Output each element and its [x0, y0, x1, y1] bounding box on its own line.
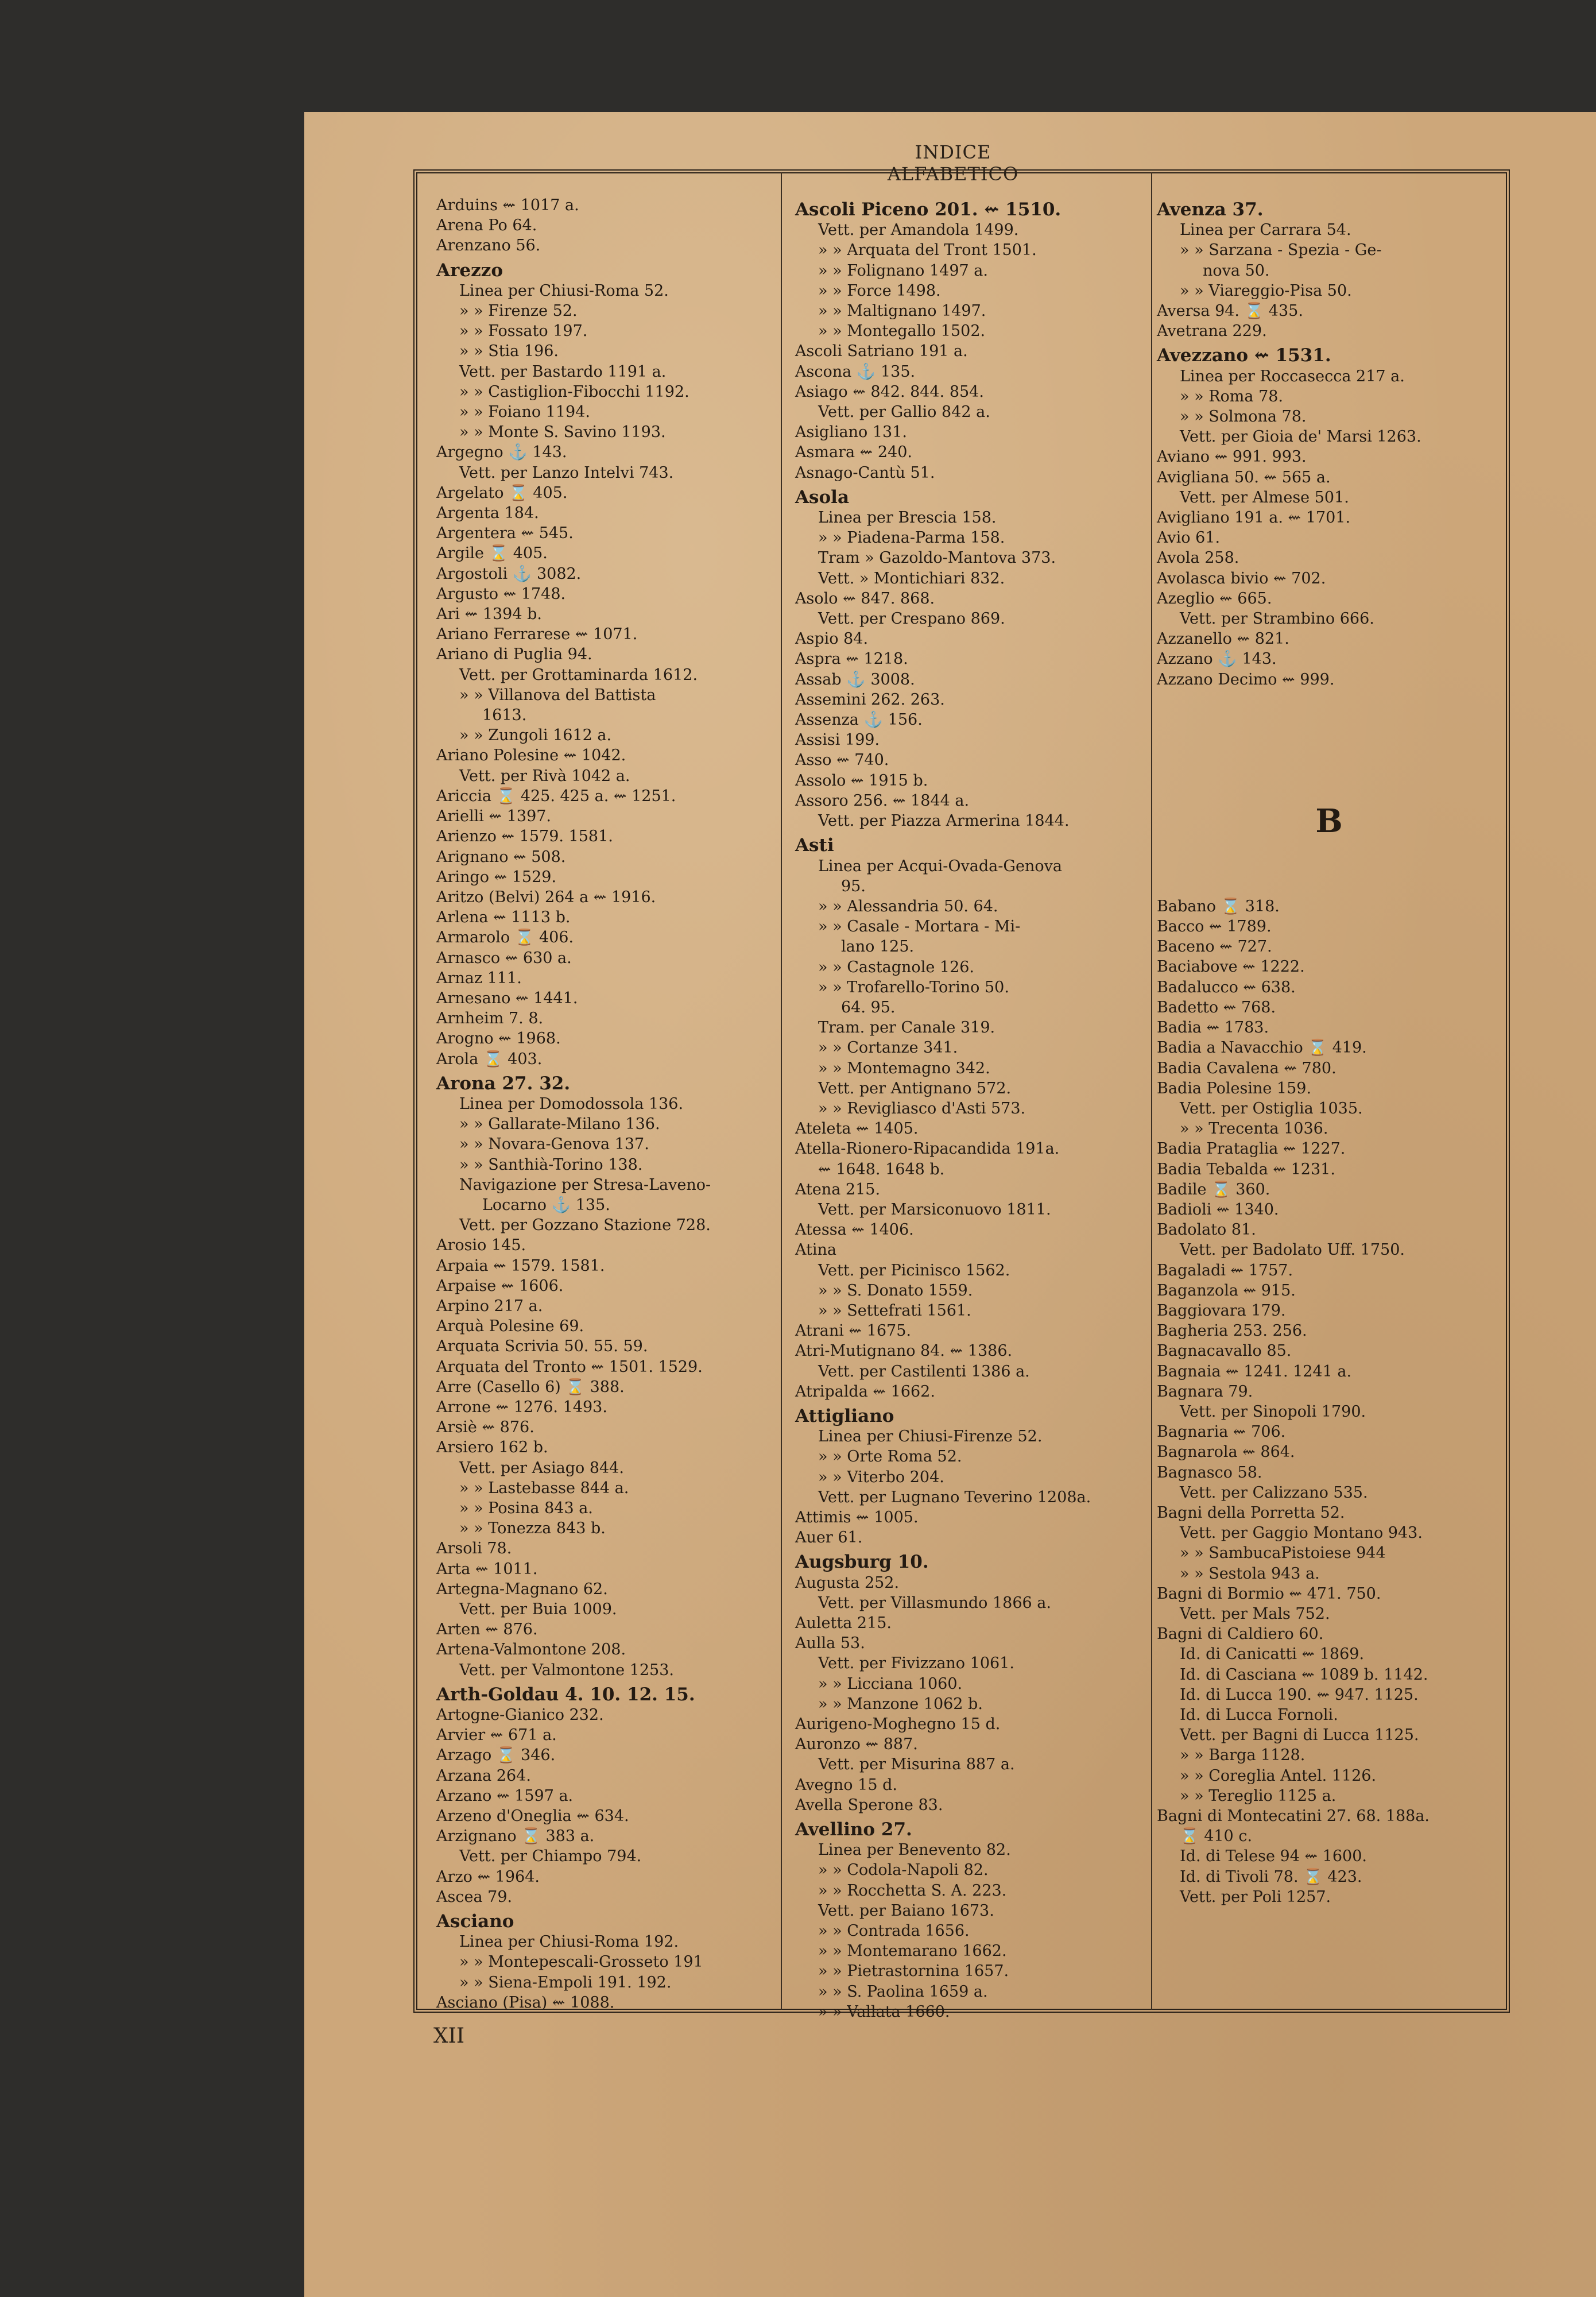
index-heading: Asciano [436, 1911, 514, 1932]
index-entry: Aspio 84. [795, 630, 869, 648]
index-entry: Linea per Acqui-Ovada-Genova [818, 857, 1062, 875]
index-entry: » » Montemagno 342. [818, 1059, 990, 1077]
index-entry: Atena 215. [795, 1180, 881, 1198]
index-entry: Auronzo ⇜ 887. [795, 1735, 918, 1754]
index-entry: Vett. per Badolato Uff. 1750. [1180, 1241, 1405, 1259]
index-heading: Augsburg 10. [795, 1552, 929, 1573]
index-entry: » » Montemarano 1662. [818, 1942, 1007, 1960]
index-entry: » » Casale - Mortara - Mi- [818, 918, 1021, 936]
index-entry: Argusto ⇜ 1748. [436, 585, 566, 603]
index-entry: Vett. per Mals 752. [1180, 1604, 1330, 1623]
index-entry: » » Firenze 52. [459, 302, 578, 320]
index-entry: Assenza ⚓ 156. [795, 711, 923, 729]
index-entry: Vett. per Gioia de' Marsi 1263. [1180, 428, 1421, 446]
index-entry: Assisi 199. [795, 731, 880, 749]
index-heading: Asola [795, 486, 850, 508]
index-entry: Avella Sperone 83. [795, 1796, 943, 1814]
index-entry: » » Fossato 197. [459, 322, 588, 341]
index-entry: Linea per Chiusi-Roma 192. [459, 1933, 679, 1951]
index-entry: Vett. per Marsiconuovo 1811. [818, 1200, 1051, 1219]
index-entry: Baciabove ⇜ 1222. [1157, 958, 1305, 976]
index-entry: Arena Po 64. [436, 216, 537, 235]
index-entry: Arta ⇜ 1011. [436, 1560, 538, 1578]
index-entry: Ariano di Puglia 94. [436, 645, 592, 664]
index-entry: » » Maltignano 1497. [818, 302, 986, 320]
index-entry: » » Viareggio-Pisa 50. [1180, 281, 1352, 300]
index-entry: Augusta 252. [795, 1573, 900, 1592]
index-heading: Arona 27. 32. [436, 1073, 571, 1094]
index-entry: Vett. per Almese 501. [1180, 488, 1349, 506]
index-entry: Linea per Roccasecca 217 a. [1180, 367, 1405, 385]
index-entry: Arzano ⇜ 1597 a. [436, 1786, 574, 1805]
index-entry: Arogno ⇜ 1968. [436, 1030, 561, 1048]
index-entry: » » Siena-Empoli 191. 192. [459, 1973, 672, 1991]
index-heading: Avenza 37. [1157, 199, 1264, 220]
index-entry: Arenzano 56. [436, 237, 541, 255]
index-entry: Asolo ⇜ 847. 868. [795, 589, 935, 608]
index-entry: Vett. per Rivà 1042 a. [459, 767, 630, 785]
index-entry: » » Arquata del Tront 1501. [818, 241, 1037, 260]
index-entry: Id. di Lucca Fornoli. [1180, 1706, 1338, 1724]
index-entry: Bagni di Montecatini 27. 68. 188a. [1157, 1807, 1430, 1826]
index-entry: » » Revigliasco d'Asti 573. [818, 1099, 1026, 1117]
index-entry: » » SambucaPistoiese 944 [1180, 1544, 1386, 1563]
index-heading: Avellino 27. [795, 1819, 912, 1840]
index-entry: » » Sarzana - Spezia - Ge- [1180, 241, 1382, 260]
index-entry: Vett. per Misurina 887 a. [818, 1755, 1015, 1774]
index-entry: Badalucco ⇜ 638. [1157, 978, 1296, 996]
index-entry: » » Coreglia Antel. 1126. [1180, 1766, 1377, 1785]
index-entry: Vett. per Calizzano 535. [1180, 1483, 1368, 1502]
index-entry: » » Force 1498. [818, 281, 941, 300]
index-entry: Ari ⇜ 1394 b. [436, 605, 542, 624]
index-entry: Vett. per Valmontone 1253. [459, 1661, 674, 1679]
index-entry: Linea per Chiusi-Roma 52. [459, 281, 669, 300]
index-entry: Asciano (Pisa) ⇜ 1088. [436, 1993, 615, 2012]
index-entry: Arnaz 111. [436, 969, 522, 987]
index-heading: Attigliano [795, 1405, 894, 1426]
index-entry: Bagni della Porretta 52. [1157, 1503, 1345, 1522]
index-entry: » » Sestola 943 a. [1180, 1564, 1320, 1583]
index-entry: Vett. per Lugnano Teverino 1208a. [818, 1488, 1091, 1506]
index-entry: Atripalda ⇜ 1662. [795, 1382, 935, 1401]
index-entry: Artegna-Magnano 62. [436, 1580, 608, 1598]
index-entry: Arzago ⌛ 346. [436, 1746, 556, 1765]
index-entry: Linea per Domodossola 136. [459, 1095, 684, 1113]
index-entry: Arnesano ⇜ 1441. [436, 989, 578, 1007]
index-entry: Argenta 184. [436, 504, 539, 523]
index-entry: Aviano ⇜ 991. 993. [1157, 448, 1307, 466]
index-entry: Vett. per Buia 1009. [459, 1600, 617, 1619]
index-entry: Atella-Rionero-Ripacandida 191a. [795, 1140, 1060, 1158]
index-entry: Vett. per Baiano 1673. [818, 1901, 994, 1920]
index-entry: Badia Tebalda ⇜ 1231. [1157, 1160, 1335, 1178]
index-entry: Bagheria 253. 256. [1157, 1322, 1307, 1340]
index-entry: » » Manzone 1062 b. [818, 1695, 983, 1713]
index-entry: Badia Polesine 159. [1157, 1079, 1312, 1097]
index-entry: Arquà Polesine 69. [436, 1317, 584, 1336]
index-entry: Linea per Benevento 82. [818, 1841, 1011, 1859]
index-entry: Arsoli 78. [436, 1540, 512, 1558]
index-entry: Vett. per Amandola 1499. [818, 221, 1019, 239]
index-entry: Vett. per Gozzano Stazione 728. [459, 1216, 711, 1235]
index-entry: Avola 258. [1157, 549, 1239, 567]
index-column-3 [1157, 195, 1501, 1987]
index-entry: Bagnaria ⇜ 706. [1157, 1423, 1286, 1441]
column-rule [781, 172, 782, 2010]
index-entry: » » Contrada 1656. [818, 1922, 970, 1940]
index-entry: Bagaladi ⇜ 1757. [1157, 1261, 1293, 1279]
index-entry: Arzeno d'Oneglia ⇜ 634. [436, 1807, 629, 1826]
index-entry: » » Orte Roma 52. [818, 1448, 962, 1466]
index-entry: Assab ⚓ 3008. [795, 670, 915, 689]
index-entry: » » Viterbo 204. [818, 1468, 944, 1486]
index-entry: Asigliano 131. [795, 423, 907, 442]
index-entry: Argentera ⇜ 545. [436, 524, 574, 543]
index-entry: Vett. per Poli 1257. [1180, 1888, 1331, 1906]
index-entry: Bagni di Bormio ⇜ 471. 750. [1157, 1584, 1381, 1603]
index-entry: Id. di Lucca 190. ⇜ 947. 1125. [1180, 1685, 1419, 1704]
index-entry: Vett. per Chiampo 794. [459, 1847, 642, 1866]
index-entry: ⌛ 410 c. [1180, 1827, 1253, 1846]
index-entry: » » Montegallo 1502. [818, 322, 986, 341]
index-entry: Assolo ⇜ 1915 b. [795, 771, 928, 790]
index-entry: Arten ⇜ 876. [436, 1621, 538, 1639]
index-entry: » » Zungoli 1612 a. [459, 726, 612, 745]
index-entry: Aurigeno-Moghegno 15 d. [795, 1715, 1001, 1734]
index-entry: » » Cortanze 341. [818, 1039, 958, 1057]
index-entry: » » Piadena-Parma 158. [818, 529, 1005, 547]
index-entry: Linea per Carrara 54. [1180, 221, 1351, 239]
index-entry: » » Rocchetta S. A. 223. [818, 1881, 1007, 1900]
index-entry: Arrone ⇜ 1276. 1493. [436, 1398, 607, 1416]
index-entry: » » Villanova del Battista [459, 686, 656, 704]
index-entry: » » Codola-Napoli 82. [818, 1861, 989, 1880]
index-column-1 [436, 195, 781, 2012]
index-entry: » » Castiglion-Fibocchi 1192. [459, 382, 689, 401]
index-entry: Assoro 256. ⇜ 1844 a. [795, 791, 970, 810]
index-entry: Navigazione per Stresa-Laveno- [459, 1175, 711, 1194]
index-entry: Assemini 262. 263. [795, 690, 945, 709]
index-entry: Aversa 94. ⌛ 435. [1157, 302, 1303, 320]
index-entry: Vett. per Asiago 844. [459, 1459, 624, 1477]
index-entry: » » Trofarello-Torino 50. [818, 978, 1009, 996]
index-entry: » » Pietrastornina 1657. [818, 1962, 1009, 1981]
index-entry: » » S. Donato 1559. [818, 1281, 973, 1300]
index-entry: » » S. Paolina 1659 a. [818, 1982, 988, 2001]
index-entry: Arpaise ⇜ 1606. [436, 1277, 564, 1295]
index-entry: Vett. per Bastardo 1191 a. [459, 362, 667, 381]
index-entry: Arsiè ⇜ 876. [436, 1418, 534, 1437]
index-entry: Vett. per Gallio 842 a. [818, 403, 990, 421]
index-entry: Vett. per Piazza Armerina 1844. [818, 812, 1070, 830]
index-entry: Vett. » Montichiari 832. [818, 569, 1005, 587]
index-entry: Vett. per Crespano 869. [818, 610, 1005, 628]
index-entry: Aspra ⇜ 1218. [795, 650, 908, 668]
index-entry: Avegno 15 d. [795, 1776, 897, 1794]
index-entry: Arquata Scrivia 50. 55. 59. [436, 1337, 648, 1356]
section-letter: B [1315, 802, 1343, 841]
index-heading: Avezzano ⇜ 1531. [1157, 345, 1331, 366]
index-entry: Azzano Decimo ⇜ 999. [1157, 670, 1335, 689]
page-number: XII [433, 2024, 465, 2048]
index-column-2 [795, 195, 1140, 2021]
index-entry: » » Solmona 78. [1180, 408, 1307, 426]
index-entry: Arielli ⇜ 1397. [436, 807, 552, 826]
index-entry: Badioli ⇜ 1340. [1157, 1200, 1279, 1219]
index-entry: Vett. per Bagni di Lucca 1125. [1180, 1726, 1419, 1745]
index-entry: Id. di Casciana ⇜ 1089 b. 1142. [1180, 1665, 1428, 1684]
index-entry: Attimis ⇜ 1005. [795, 1509, 919, 1526]
index-entry: Vett. per Castilenti 1386 a. [818, 1362, 1030, 1380]
index-entry: Arzo ⇜ 1964. [436, 1867, 540, 1886]
index-entry: » » Vallata 1660. [818, 2002, 950, 2021]
index-entry: Argegno ⚓ 143. [436, 443, 567, 462]
index-entry: Argostoli ⚓ 3082. [436, 564, 582, 583]
index-entry: Atrani ⇜ 1675. [795, 1322, 911, 1340]
index-entry: Badile ⌛ 360. [1157, 1180, 1270, 1198]
index-entry: Arienzo ⇜ 1579. 1581. [436, 827, 613, 846]
index-entry: Bagnarola ⇜ 864. [1157, 1443, 1295, 1461]
index-entry: Vett. per Lanzo Intelvi 743. [459, 463, 674, 482]
index-entry: » » Barga 1128. [1180, 1746, 1306, 1765]
index-entry: » » Trecenta 1036. [1180, 1120, 1328, 1138]
index-entry: Aulla 53. [795, 1634, 865, 1653]
index-entry: » » Gallarate-Milano 136. [459, 1115, 660, 1134]
index-entry: Vett. per Picinisco 1562. [818, 1261, 1010, 1279]
index-entry: Aringo ⇜ 1529. [436, 868, 557, 886]
index-entry: Badolato 81. [1157, 1221, 1256, 1239]
index-entry: Badetto ⇜ 768. [1157, 998, 1276, 1016]
index-entry: » » Tonezza 843 b. [459, 1519, 606, 1538]
index-entry: Locarno ⚓ 135. [482, 1196, 610, 1214]
index-heading: Arth-Goldau 4. 10. 12. 15. [436, 1684, 695, 1705]
index-heading: Asti [795, 835, 834, 856]
index-entry: Artogne-Gianico 232. [436, 1706, 604, 1724]
index-entry: Vett. per Gaggio Montano 943. [1180, 1524, 1423, 1542]
index-entry: Arzana 264. [436, 1766, 531, 1785]
index-entry: 95. [841, 877, 866, 895]
index-entry: Artena-Valmontone 208. [436, 1641, 626, 1659]
index-entry: Ateleta ⇜ 1405. [795, 1120, 919, 1138]
index-entry: Avio 61. [1157, 529, 1221, 547]
column-rule [1151, 172, 1152, 2010]
index-entry: » » Lastebasse 844 a. [459, 1479, 629, 1497]
index-heading: Arezzo [436, 260, 503, 281]
index-entry: Auer 61. [795, 1529, 863, 1547]
index-entry: Avigliana 50. ⇜ 565 a. [1157, 468, 1331, 486]
index-entry: Badia Prataglia ⇜ 1227. [1157, 1140, 1346, 1158]
index-entry: Baganzola ⇜ 915. [1157, 1281, 1296, 1300]
index-entry: Vett. per Strambino 666. [1180, 610, 1374, 628]
index-entry: Badia a Navacchio ⌛ 419. [1157, 1039, 1367, 1057]
index-entry: Vett. per Villasmundo 1866 a. [818, 1594, 1051, 1612]
index-entry: Azzano ⚓ 143. [1157, 650, 1277, 668]
index-entry: Atri-Mutignano 84. ⇜ 1386. [795, 1342, 1013, 1360]
index-entry: » » Alessandria 50. 64. [818, 897, 998, 915]
index-entry: » » Tereglio 1125 a. [1180, 1786, 1337, 1805]
index-entry: Arlena ⇜ 1113 b. [436, 908, 571, 927]
index-entry: Avetrana 229. [1157, 322, 1267, 341]
index-entry: Tram. per Canale 319. [818, 1019, 995, 1037]
index-entry: Id. di Tivoli 78. ⌛ 423. [1180, 1867, 1362, 1886]
index-entry: 64. 95. [841, 998, 896, 1016]
index-entry: Azzanello ⇜ 821. [1157, 630, 1289, 648]
index-entry: Asso ⇜ 740. [795, 751, 889, 769]
index-entry: Id. di Telese 94 ⇜ 1600. [1180, 1847, 1367, 1866]
index-entry: 1613. [482, 706, 527, 725]
index-entry: Arzignano ⌛ 383 a. [436, 1827, 595, 1846]
index-entry: » » Novara-Genova 137. [459, 1135, 649, 1154]
index-entry: Arola ⌛ 403. [436, 1050, 543, 1068]
index-entry: Arre (Casello 6) ⌛ 388. [436, 1378, 625, 1396]
index-entry: Armarolo ⌛ 406. [436, 929, 574, 947]
index-entry: Argile ⌛ 405. [436, 544, 548, 563]
index-entry: Avigliano 191 a. ⇜ 1701. [1157, 509, 1351, 527]
index-entry: Linea per Chiusi-Firenze 52. [818, 1428, 1043, 1446]
index-entry: Avolasca bivio ⇜ 702. [1157, 569, 1326, 587]
index-entry: Bacco ⇜ 1789. [1157, 918, 1272, 936]
index-entry: Id. di Canicatti ⇜ 1869. [1180, 1645, 1365, 1664]
index-entry: Aritzo (Belvi) 264 a ⇜ 1916. [436, 888, 656, 906]
index-entry: Ariano Polesine ⇜ 1042. [436, 747, 626, 765]
index-entry: » » Santhià-Torino 138. [459, 1155, 643, 1174]
index-entry: Babano ⌛ 318. [1157, 897, 1280, 915]
index-entry: Baceno ⇜ 727. [1157, 938, 1272, 956]
index-entry: » » Licciana 1060. [818, 1675, 963, 1693]
index-entry: » » Folignano 1497 a. [818, 261, 988, 280]
index-entry: Arduins ⇜ 1017 a. [436, 196, 579, 214]
running-head: INDICE ALFABETICO [887, 141, 1019, 185]
index-entry: Atina [795, 1241, 836, 1259]
index-entry: Azeglio ⇜ 665. [1157, 589, 1272, 608]
index-entry: Bagnaia ⇜ 1241. 1241 a. [1157, 1362, 1352, 1380]
index-entry: nova 50. [1203, 261, 1270, 280]
index-entry: » » Roma 78. [1180, 387, 1284, 405]
index-entry: Bagnara 79. [1157, 1382, 1253, 1401]
index-entry: Bagni di Caldiero 60. [1157, 1625, 1324, 1644]
index-entry: ⇜ 1648. 1648 b. [818, 1160, 945, 1178]
index-entry: Badia ⇜ 1783. [1157, 1019, 1269, 1037]
index-entry: Asnago-Cantù 51. [795, 463, 935, 482]
index-entry: Arignano ⇜ 508. [436, 848, 566, 866]
index-entry: » » Castagnole 126. [818, 958, 975, 976]
index-entry: Vett. per Fivizzano 1061. [818, 1654, 1014, 1673]
index-entry: Ascona ⚓ 135. [795, 362, 916, 381]
index-heading: Ascoli Piceno 201. ⇜ 1510. [795, 199, 1062, 220]
index-entry: Bagnasco 58. [1157, 1463, 1262, 1482]
index-entry: Bagnacavallo 85. [1157, 1342, 1292, 1360]
index-entry: Badia Cavalena ⇜ 780. [1157, 1059, 1337, 1077]
index-entry: » » Stia 196. [459, 342, 559, 361]
index-entry: Asiago ⇜ 842. 844. 854. [795, 382, 984, 401]
index-entry: Tram » Gazoldo-Mantova 373. [818, 549, 1056, 567]
index-entry: » » Settefrati 1561. [818, 1301, 971, 1320]
index-entry: Ascea 79. [436, 1888, 513, 1906]
index-entry: Asmara ⇜ 240. [795, 443, 912, 462]
index-entry: Vett. per Antignano 572. [818, 1079, 1012, 1097]
index-entry: Arpino 217 a. [436, 1297, 543, 1315]
index-entry: » » Posina 843 a. [459, 1499, 593, 1517]
index-entry: Arnasco ⇜ 630 a. [436, 949, 572, 967]
index-entry: Vett. per Sinopoli 1790. [1180, 1402, 1366, 1421]
index-entry: Argelato ⌛ 405. [436, 484, 568, 502]
index-entry: Atessa ⇜ 1406. [795, 1221, 914, 1239]
index-entry: Ariano Ferrarese ⇜ 1071. [436, 625, 638, 644]
index-entry: Arvier ⇜ 671 a. [436, 1726, 557, 1745]
index-entry: » » Montepescali-Grosseto 191 [459, 1953, 703, 1971]
index-entry: Linea per Brescia 158. [818, 509, 997, 527]
index-entry: Ariccia ⌛ 425. 425 a. ⇜ 1251. [436, 787, 676, 805]
index-entry: lano 125. [841, 938, 915, 956]
index-entry: Vett. per Grottaminarda 1612. [459, 666, 698, 684]
index-entry: Auletta 215. [795, 1614, 892, 1633]
index-entry: Arsiero 162 b. [436, 1438, 548, 1457]
index-entry: » » Monte S. Savino 1193. [459, 423, 666, 442]
index-entry: Baggiovara 179. [1157, 1301, 1286, 1320]
index-entry: Arpaia ⇜ 1579. 1581. [436, 1256, 605, 1275]
index-entry: Ascoli Satriano 191 a. [795, 342, 968, 361]
index-entry: Arosio 145. [436, 1236, 526, 1255]
index-entry: Vett. per Ostiglia 1035. [1180, 1099, 1363, 1117]
index-entry: Arnheim 7. 8. [436, 1010, 544, 1028]
index-entry: » » Foiano 1194. [459, 403, 590, 421]
index-entry: Arquata del Tronto ⇜ 1501. 1529. [436, 1358, 703, 1376]
